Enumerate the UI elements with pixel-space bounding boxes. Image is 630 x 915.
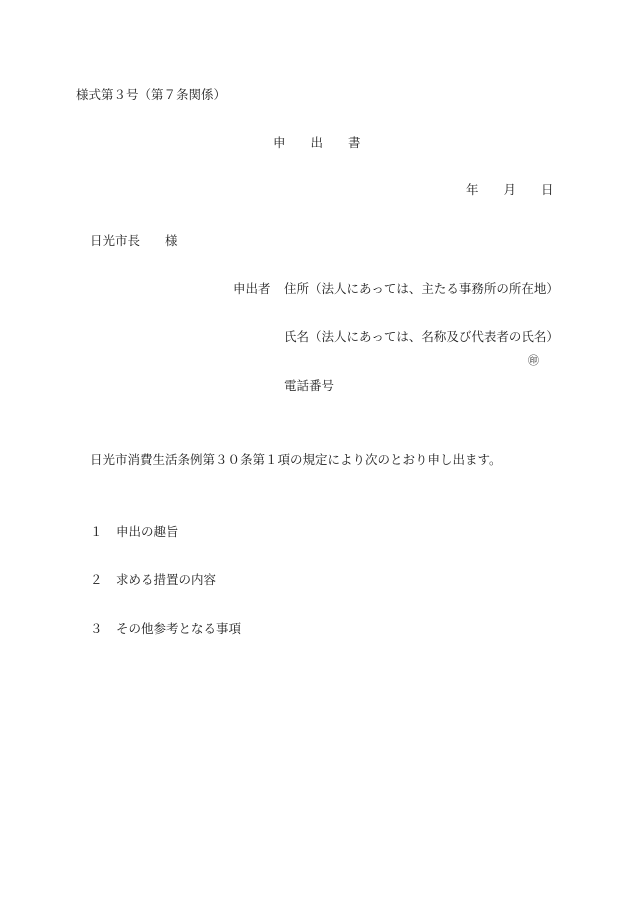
statement-text: 日光市消費生活条例第３０条第１項の規定により次のとおり申し出ます。 — [90, 452, 502, 467]
applicant-label: 申出者 — [233, 281, 271, 296]
item-number: １ — [90, 524, 103, 539]
item-label: 申出の趣旨 — [116, 524, 179, 539]
date-line: 年 月 日 — [466, 182, 554, 197]
name-label: 氏名（法人にあっては、名称及び代表者の氏名） — [284, 329, 559, 344]
item-number: ２ — [90, 572, 103, 587]
item-number: ３ — [90, 621, 103, 636]
addressee: 日光市長 様 — [90, 233, 178, 248]
document-title: 申 出 書 — [273, 135, 361, 150]
seal-mark: ㊞ — [528, 354, 539, 367]
form-number: 様式第３号（第７条関係） — [76, 87, 227, 102]
phone-label: 電話番号 — [284, 378, 335, 393]
address-label: 住所（法人にあっては、主たる事務所の所在地） — [284, 281, 559, 296]
item-label: 求める措置の内容 — [116, 572, 217, 587]
item-label: その他参考となる事項 — [116, 621, 242, 636]
